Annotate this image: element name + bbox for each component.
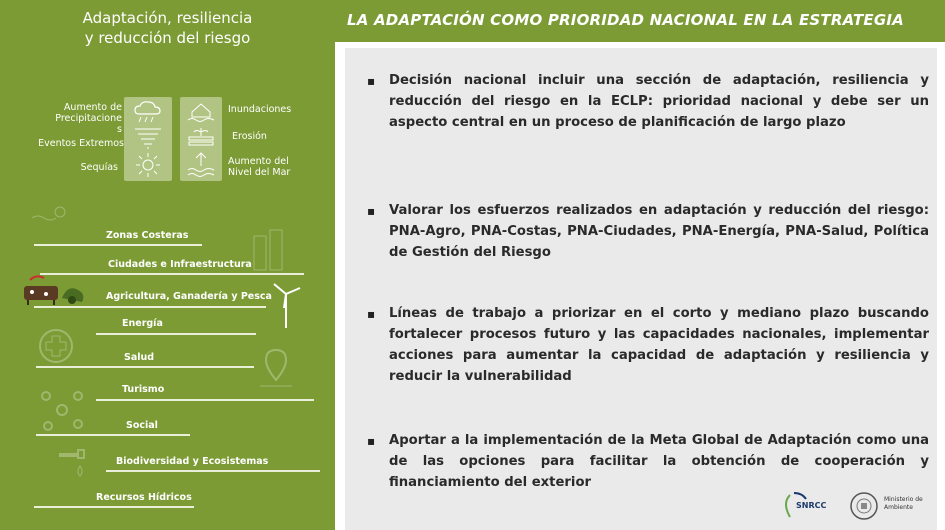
bullet-text: Aportar a la implementación de la Meta Global de Adaptación como una de las opciones para facilitar la obtención de cooperación y financiamiento del exterior [389, 433, 929, 490]
sector-divider [34, 506, 194, 508]
sector-divider [34, 244, 202, 246]
sector-divider [96, 333, 256, 335]
tornado-icon [133, 126, 163, 150]
hazard-label-droughts: Sequías [80, 162, 118, 173]
sector-energy: Energía [122, 318, 163, 329]
sea-level-icon [186, 150, 216, 178]
wind-turbine-icon [268, 280, 304, 330]
sector-divider [34, 306, 266, 308]
header-banner [335, 0, 945, 42]
sector-agriculture: Agricultura, Ganadería y Pesca [106, 291, 272, 302]
rain-cloud-icon [131, 100, 165, 124]
ministry-seal-icon [848, 490, 880, 522]
sector-divider [106, 470, 320, 472]
tourism-deco-icon [256, 346, 296, 390]
erosion-icon [186, 126, 216, 150]
content-panel [345, 48, 937, 498]
health-deco-icon [36, 326, 76, 366]
sector-health: Salud [124, 352, 155, 363]
sector-divider [36, 366, 254, 368]
bullet-text: Valorar los esfuerzos realizados en adaptación y reducción del riesgo: PNA-Agro, PNA-Costas, PNA-Ciudades, PNA-Energía, PNA-Salud, Política de Gestión del Riesgo [389, 203, 929, 260]
hazard-label-erosion: Erosión [232, 131, 267, 142]
hazard-label-extreme-events: Eventos Extremos [38, 138, 124, 149]
snrcc-logo-text: SNRCC [796, 501, 827, 510]
bullet-marker: ▪ [367, 74, 376, 88]
sector-social: Social [126, 420, 158, 431]
bullet-text: Decisión nacional incluir una sección de adaptación, resiliencia y reducción del riesgo en la ECLP: prioridad nacional y debe ser un aspecto central en un proceso de planificación de largo plazo [389, 73, 929, 130]
sector-divider [36, 434, 190, 436]
water-tap-deco-icon [54, 440, 98, 484]
page-title: LA ADAPTACIÓN COMO PRIORIDAD NACIONAL EN LA ESTRATEGIA [347, 11, 904, 29]
left-title-line2: y reducción del riesgo [84, 29, 251, 47]
hazard-label-sea-level: Aumento del Nivel del Mar [228, 156, 291, 178]
bullet-text: Líneas de trabajo a priorizar en el corto y mediano plazo buscando fortalecer procesos futuro y las capacidades nacionales, implementar acciones para aumentar la capacidad de adaptación y resiliencia y reducir la vulnerabilidad [389, 306, 929, 384]
sector-biodiversity: Biodiversidad y Ecosistemas [116, 456, 269, 467]
ministry-logo-text: Ministerio de Ambiente [884, 496, 923, 511]
social-deco-icon [38, 388, 86, 432]
bullet-marker: ▪ [367, 307, 376, 321]
sector-divider [40, 273, 304, 275]
city-deco-icon [248, 228, 288, 272]
bullet-marker: ▪ [367, 434, 376, 448]
sector-cities: Ciudades e Infraestructura [108, 259, 252, 270]
sector-divider [96, 399, 314, 401]
flood-icon [186, 100, 216, 124]
farm-cattle-icon [22, 270, 92, 306]
sector-water-resources: Recursos Hídricos [96, 492, 192, 503]
coastal-deco-icon [30, 202, 74, 224]
hazard-label-precipitation: Aumento de Precipitacione s [55, 102, 122, 135]
left-panel [0, 0, 335, 530]
sector-tourism: Turismo [122, 384, 165, 395]
sector-coastal-zones: Zonas Costeras [106, 230, 189, 241]
sun-icon [134, 152, 162, 178]
bullet-marker: ▪ [367, 204, 376, 218]
left-panel-title [0, 8, 335, 48]
left-title-line1: Adaptación, resiliencia [82, 9, 253, 27]
hazard-label-floods: Inundaciones [228, 104, 292, 115]
